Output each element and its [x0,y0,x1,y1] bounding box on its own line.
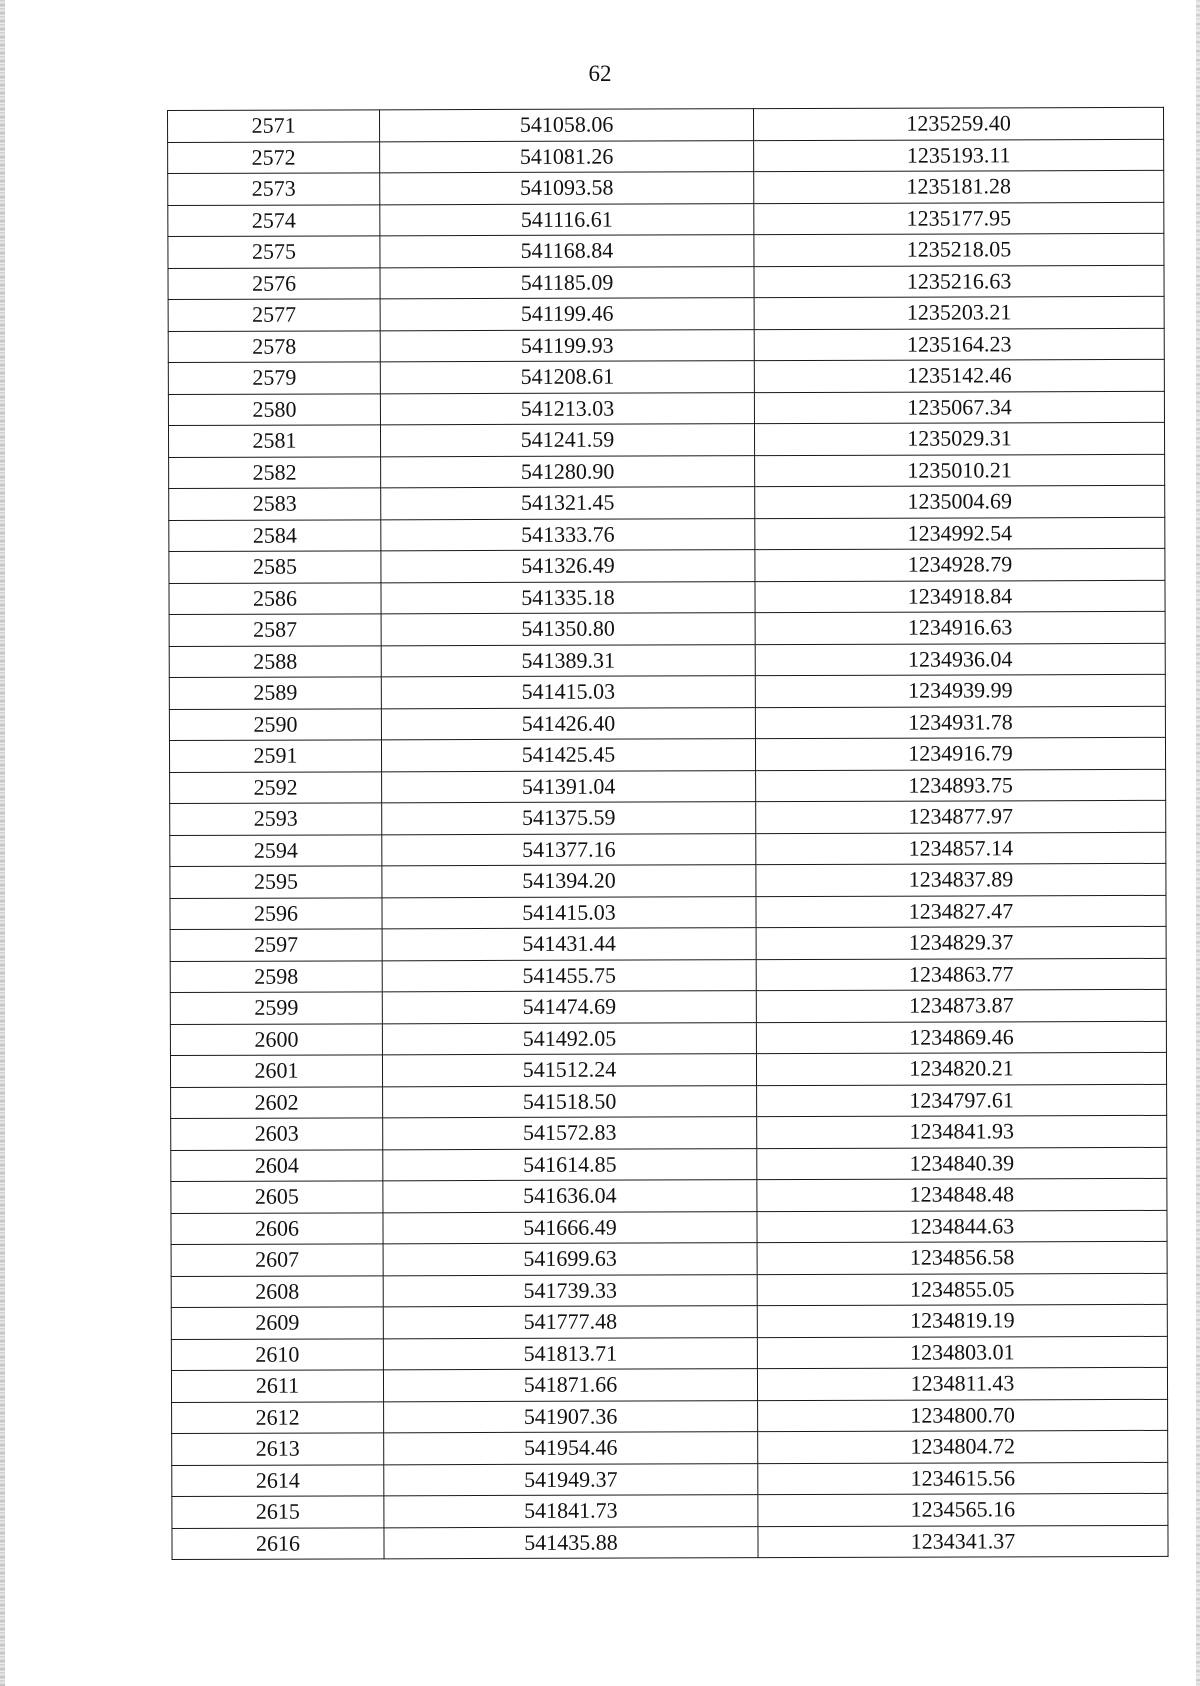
y-coordinate-cell: 1235029.31 [754,422,1164,455]
point-number-cell: 2585 [169,551,381,583]
y-coordinate-cell: 1234829.37 [756,926,1166,959]
table-row [169,517,1165,552]
point-number-cell: 2581 [168,425,380,457]
y-coordinate-cell: 1234857.14 [756,832,1166,865]
x-coordinate-cell: 541377.16 [382,833,756,866]
point-number-cell: 2606 [171,1212,383,1244]
point-number-cell: 2592 [170,771,382,803]
x-coordinate-cell: 541435.88 [384,1526,758,1559]
x-coordinate-cell: 541241.59 [380,424,754,457]
y-coordinate-cell: 1234893.75 [756,769,1166,802]
x-coordinate-cell: 541350.80 [381,613,755,646]
point-number-cell: 2595 [170,866,382,898]
y-coordinate-cell: 1235067.34 [754,391,1164,424]
x-coordinate-cell: 541954.46 [384,1432,758,1465]
y-coordinate-cell: 1235177.95 [754,202,1164,235]
table-row [169,548,1165,583]
x-coordinate-cell: 541512.24 [382,1054,756,1087]
table-row [169,580,1165,615]
table-row [171,1210,1167,1245]
x-coordinate-cell: 541572.83 [383,1117,757,1150]
point-number-cell: 2574 [168,204,380,236]
y-coordinate-cell: 1234992.54 [755,517,1165,550]
x-coordinate-cell: 541518.50 [383,1085,757,1118]
x-coordinate-cell: 541907.36 [384,1400,758,1433]
point-number-cell: 2586 [169,582,381,614]
y-coordinate-cell: 1235164.23 [754,328,1164,361]
point-number-cell: 2605 [171,1181,383,1213]
y-coordinate-cell: 1234804.72 [758,1430,1168,1463]
point-number-cell: 2599 [170,992,382,1024]
y-coordinate-cell: 1235259.40 [753,107,1163,140]
point-number-cell: 2571 [168,110,380,142]
x-coordinate-cell: 541871.66 [383,1369,757,1402]
point-number-cell: 2612 [172,1401,384,1433]
table-row [168,202,1164,237]
x-coordinate-cell: 541168.84 [380,235,754,268]
point-number-cell: 2601 [170,1055,382,1087]
x-coordinate-cell: 541474.69 [382,991,756,1024]
table-row [169,643,1165,678]
point-number-cell: 2577 [168,299,380,331]
y-coordinate-cell: 1235010.21 [755,454,1165,487]
y-coordinate-cell: 1235193.11 [754,139,1164,172]
point-number-cell: 2607 [171,1244,383,1276]
y-coordinate-cell: 1234811.43 [757,1367,1167,1400]
point-number-cell: 2598 [170,960,382,992]
y-coordinate-cell: 1234803.01 [757,1336,1167,1369]
point-number-cell: 2584 [169,519,381,551]
coordinates-table-body [168,107,1169,1559]
x-coordinate-cell: 541208.61 [380,361,754,394]
table-row [172,1493,1168,1528]
point-number-cell: 2589 [169,677,381,709]
x-coordinate-cell: 541614.85 [383,1148,757,1181]
scan-edge-right [1196,0,1200,1686]
table-row [170,958,1166,993]
x-coordinate-cell: 541949.37 [384,1463,758,1496]
table-row [171,1367,1167,1402]
point-number-cell: 2614 [172,1464,384,1496]
point-number-cell: 2583 [169,488,381,520]
table-row [172,1399,1168,1434]
point-number-cell: 2572 [168,141,380,173]
x-coordinate-cell: 541093.58 [380,172,754,205]
table-row [169,674,1165,709]
y-coordinate-cell: 1234841.93 [757,1115,1167,1148]
x-coordinate-cell: 541391.04 [382,770,756,803]
point-number-cell: 2597 [170,929,382,961]
y-coordinate-cell: 1234936.04 [755,643,1165,676]
y-coordinate-cell: 1235216.63 [754,265,1164,298]
x-coordinate-cell: 541431.44 [382,928,756,961]
x-coordinate-cell: 541492.05 [382,1022,756,1055]
y-coordinate-cell: 1234827.47 [756,895,1166,928]
point-number-cell: 2608 [171,1275,383,1307]
x-coordinate-cell: 541415.03 [382,896,756,929]
y-coordinate-cell: 1235218.05 [754,233,1164,266]
y-coordinate-cell: 1234863.77 [756,958,1166,991]
table-row [169,454,1165,489]
point-number-cell: 2603 [171,1118,383,1150]
x-coordinate-cell: 541116.61 [380,203,754,236]
y-coordinate-cell: 1234797.61 [757,1084,1167,1117]
table-row [168,233,1164,268]
table-row [169,611,1165,646]
point-number-cell: 2573 [168,173,380,205]
table-row [168,265,1164,300]
table-row [168,328,1164,363]
y-coordinate-cell: 1234918.84 [755,580,1165,613]
x-coordinate-cell: 541739.33 [383,1274,757,1307]
y-coordinate-cell: 1234819.19 [757,1304,1167,1337]
point-number-cell: 2578 [168,330,380,362]
y-coordinate-cell: 1234873.87 [756,989,1166,1022]
point-number-cell: 2600 [170,1023,382,1055]
y-coordinate-cell: 1234844.63 [757,1210,1167,1243]
y-coordinate-cell: 1234856.58 [757,1241,1167,1274]
y-coordinate-cell: 1234341.37 [758,1525,1168,1558]
x-coordinate-cell: 541666.49 [383,1211,757,1244]
y-coordinate-cell: 1234855.05 [757,1273,1167,1306]
table-row [172,1462,1168,1497]
table-row [172,1430,1168,1465]
table-row [171,1084,1167,1119]
x-coordinate-cell: 541081.26 [380,140,754,173]
x-coordinate-cell: 541335.18 [381,581,755,614]
table-row [171,1241,1167,1276]
x-coordinate-cell: 541375.59 [382,802,756,835]
x-coordinate-cell: 541280.90 [381,455,755,488]
x-coordinate-cell: 541699.63 [383,1243,757,1276]
page-number: 62 [588,61,612,86]
table-row [170,769,1166,804]
y-coordinate-cell: 1234877.97 [756,800,1166,833]
point-number-cell: 2594 [170,834,382,866]
point-number-cell: 2588 [169,645,381,677]
table-row [169,737,1165,772]
table-row [171,1273,1167,1308]
y-coordinate-cell: 1235004.69 [755,485,1165,518]
x-coordinate-cell: 541777.48 [383,1306,757,1339]
y-coordinate-cell: 1234820.21 [756,1052,1166,1085]
table-row [172,1525,1168,1560]
table-row [168,422,1164,457]
table-row [169,706,1165,741]
x-coordinate-cell: 541426.40 [381,707,755,740]
x-coordinate-cell: 541199.46 [380,298,754,331]
y-coordinate-cell: 1234916.79 [755,737,1165,770]
y-coordinate-cell: 1234931.78 [755,706,1165,739]
point-number-cell: 2576 [168,267,380,299]
x-coordinate-cell: 541425.45 [381,739,755,772]
x-coordinate-cell: 541321.45 [381,487,755,520]
x-coordinate-cell: 541394.20 [382,865,756,898]
table-row [170,926,1166,961]
scan-edge-left [0,0,5,1686]
point-number-cell: 2604 [171,1149,383,1181]
y-coordinate-cell: 1235181.28 [754,170,1164,203]
table-row [170,832,1166,867]
point-number-cell: 2611 [171,1370,383,1402]
x-coordinate-cell: 541813.71 [383,1337,757,1370]
x-coordinate-cell: 541058.06 [380,109,754,142]
y-coordinate-cell: 1234840.39 [757,1147,1167,1180]
x-coordinate-cell: 541415.03 [381,676,755,709]
x-coordinate-cell: 541326.49 [381,550,755,583]
y-coordinate-cell: 1234565.16 [758,1493,1168,1526]
point-number-cell: 2613 [172,1433,384,1465]
point-number-cell: 2609 [171,1307,383,1339]
table-row [168,170,1164,205]
point-number-cell: 2610 [171,1338,383,1370]
table-row [171,1147,1167,1182]
x-coordinate-cell: 541213.03 [380,392,754,425]
y-coordinate-cell: 1235142.46 [754,359,1164,392]
table-row [170,989,1166,1024]
table-row [168,391,1164,426]
table-row [170,1052,1166,1087]
point-number-cell: 2593 [170,803,382,835]
table-row [168,359,1164,394]
table-row [168,139,1164,174]
x-coordinate-cell: 541455.75 [382,959,756,992]
table-row [169,485,1165,520]
y-coordinate-cell: 1234916.63 [755,611,1165,644]
point-number-cell: 2596 [170,897,382,929]
x-coordinate-cell: 541389.31 [381,644,755,677]
y-coordinate-cell: 1234939.99 [755,674,1165,707]
point-number-cell: 2575 [168,236,380,268]
table-row [170,895,1166,930]
x-coordinate-cell: 541185.09 [380,266,754,299]
point-number-cell: 2579 [168,362,380,394]
point-number-cell: 2590 [169,708,381,740]
y-coordinate-cell: 1234928.79 [755,548,1165,581]
y-coordinate-cell: 1234800.70 [758,1399,1168,1432]
x-coordinate-cell: 541841.73 [384,1495,758,1528]
point-number-cell: 2582 [169,456,381,488]
table-row [168,296,1164,331]
table-row [170,863,1166,898]
point-number-cell: 2580 [168,393,380,425]
table-row [168,107,1164,142]
table-row [170,1021,1166,1056]
y-coordinate-cell: 1234869.46 [756,1021,1166,1054]
x-coordinate-cell: 541333.76 [381,518,755,551]
x-coordinate-cell: 541636.04 [383,1180,757,1213]
x-coordinate-cell: 541199.93 [380,329,754,362]
table-row [170,800,1166,835]
y-coordinate-cell: 1234837.89 [756,863,1166,896]
y-coordinate-cell: 1234848.48 [757,1178,1167,1211]
table-row [171,1178,1167,1213]
table-row [171,1304,1167,1339]
table-row [171,1336,1167,1371]
y-coordinate-cell: 1235203.21 [754,296,1164,329]
point-number-cell: 2602 [171,1086,383,1118]
table-row [171,1115,1167,1150]
point-number-cell: 2616 [172,1527,384,1559]
point-number-cell: 2587 [169,614,381,646]
point-number-cell: 2615 [172,1496,384,1528]
y-coordinate-cell: 1234615.56 [758,1462,1168,1495]
coordinates-table [167,107,1169,1560]
point-number-cell: 2591 [169,740,381,772]
